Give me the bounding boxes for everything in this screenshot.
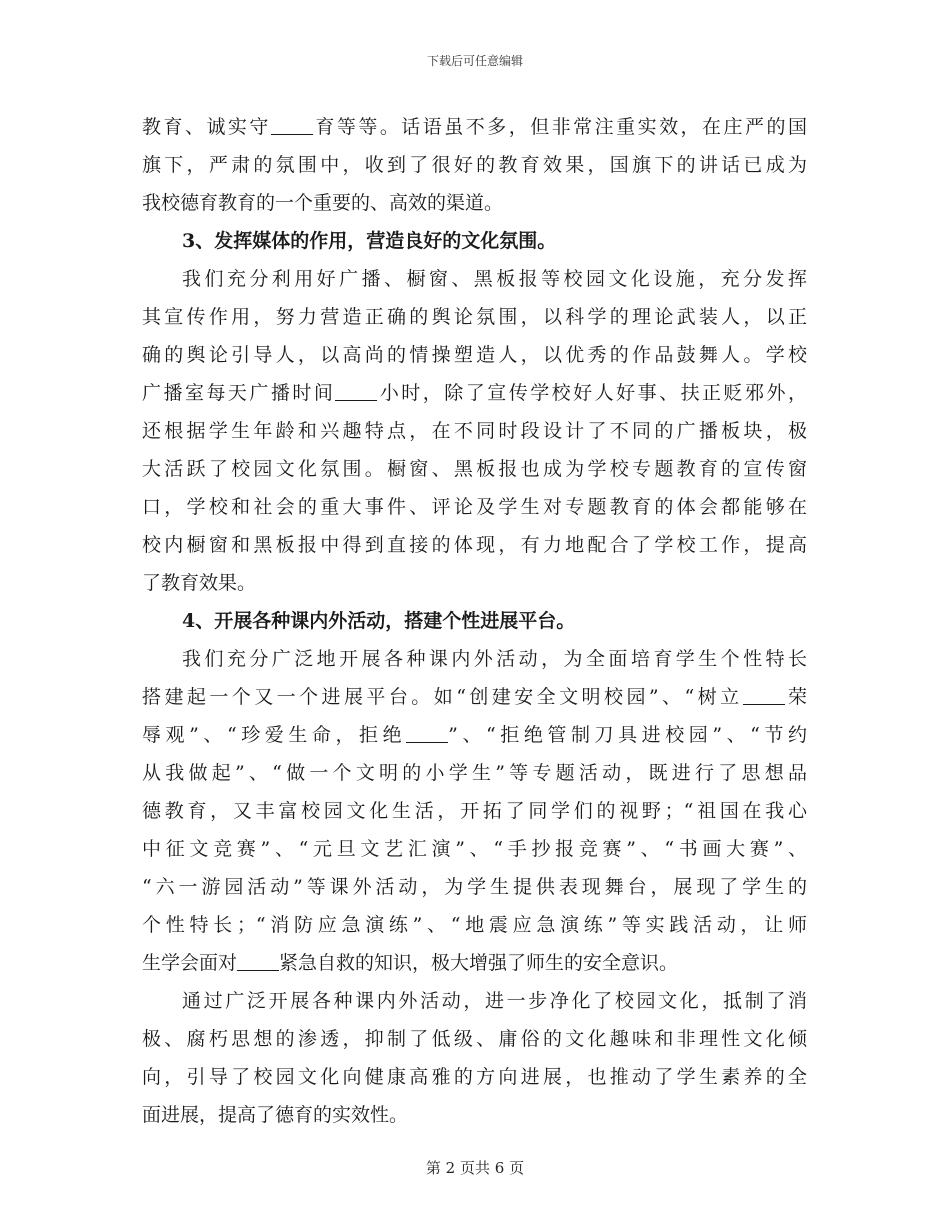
- text-line-27: 面进展，提高了德育的实效性。: [142, 1104, 409, 1126]
- text-line-11: 口，学校和社会的重大事件、评论及学生对专题教育的体会都能够在: [142, 496, 807, 518]
- text-line-25: 极、腐朽思想的渗透，抑制了低级、庸俗的文化趣味和非理性文化倾: [142, 1028, 807, 1050]
- text-line-8: 广播室每天广播时间 小时，除了宣传学校好人好事、扶正贬邪外，: [142, 382, 807, 404]
- text-line-17: 辱观”、“珍爱生命，拒绝 ”、“拒绝管制刀具进校园”、“节约: [142, 724, 807, 746]
- text-line-2: 旗下，严肃的氛围中，收到了很好的教育效果，国旗下的讲话已成为: [142, 154, 807, 176]
- fill-blank: [743, 685, 785, 705]
- text-line-5: 我们充分利用好广播、橱窗、黑板报等校园文化设施，充分发挥: [182, 268, 807, 290]
- text-line-18: 从我做起”、“做一个文明的小学生”等专题活动，既进行了思想品: [142, 762, 807, 784]
- text-line-1: 教育、诚实守 育等等。话语虽不多，但非常注重实效，在庄严的国: [142, 116, 807, 138]
- page-header: 下载后可任意编辑: [426, 54, 523, 68]
- text-line-26: 向，引导了校园文化向健康高雅的方向进展，也推动了学生素养的全: [142, 1066, 807, 1088]
- fill-blank: [271, 115, 313, 135]
- page-number-footer: 第 2 页共 6 页: [425, 1159, 525, 1177]
- text-line-10: 大活跃了校园文化氛围。橱窗、黑板报也成为学校专题教育的宣传窗: [142, 458, 807, 480]
- text-line-21: “六一游园活动”等课外活动，为学生提供表现舞台，展现了学生的: [142, 876, 807, 898]
- text-line-12: 校内橱窗和黑板报中得到直接的体现，有力地配合了学校工作，提高: [142, 534, 807, 556]
- text-line-19: 德教育，又丰富校园文化生活，开拓了同学们的视野；“祖国在我心: [142, 800, 807, 822]
- text-line-23: 生学会面对 紧急自救的知识，极大增强了师生的安全意识。: [142, 952, 679, 974]
- text-line-24: 通过广泛开展各种课内外活动，进一步净化了校园文化，抵制了消: [182, 990, 807, 1012]
- section-heading-4: 4、开展各种课内外活动，搭建个性进展平台。: [182, 610, 576, 632]
- section-heading-3: 3、发挥媒体的作用，营造良好的文化氛围。: [182, 230, 557, 252]
- fill-blank: [335, 381, 377, 401]
- text-line-16: 搭建起一个又一个进展平台。如“创建安全文明校园”、“树立 荣: [142, 686, 807, 708]
- text-line-9: 还根据学生年龄和兴趣特点，在不同时段设计了不同的广播板块，极: [142, 420, 807, 442]
- document-body: [142, 108, 807, 1134]
- fill-blank: [237, 951, 279, 971]
- text-line-15: 我们充分广泛地开展各种课内外活动，为全面培育学生个性特长: [182, 648, 807, 670]
- text-line-13: 了教育效果。: [142, 572, 257, 594]
- text-line-20: 中征文竞赛”、“元旦文艺汇演”、“手抄报竞赛”、“书画大赛”、: [142, 838, 807, 860]
- text-line-22: 个性特长；“消防应急演练”、“地震应急演练”等实践活动，让师: [142, 914, 807, 936]
- text-line-6: 其宣传作用，努力营造正确的舆论氛围，以科学的理论武装人，以正: [142, 306, 807, 328]
- text-line-3: 我校德育教育的一个重要的、高效的渠道。: [142, 192, 504, 214]
- fill-blank: [406, 723, 448, 743]
- text-line-7: 确的舆论引导人，以高尚的情操塑造人，以优秀的作品鼓舞人。学校: [142, 344, 807, 366]
